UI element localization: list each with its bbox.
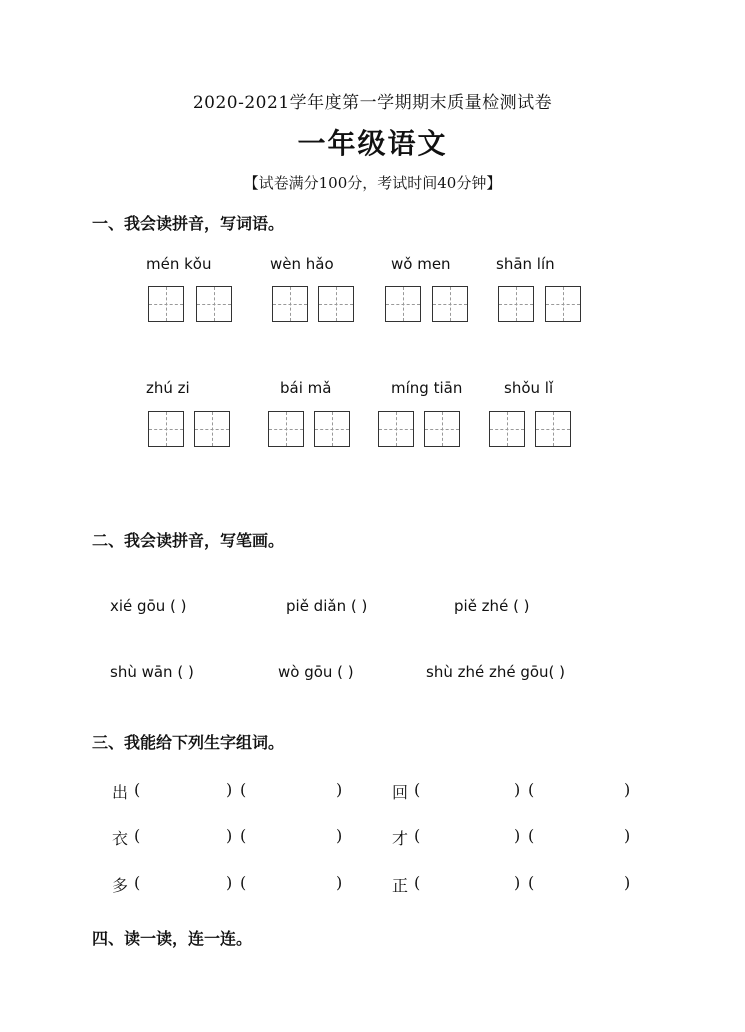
exam-notice: 【试卷满分100分，考试时间40分钟】 [243,174,502,192]
blank-open[interactable]: ( [134,826,141,845]
pinyin-label: wǒ men [391,255,451,273]
blank-open[interactable]: ( [528,780,535,799]
section-1-heading: 一、我会读拼音，写词语。 [92,214,285,233]
stroke-item[interactable]: piě diǎn ( ) [286,597,368,615]
writing-grid-box[interactable] [318,286,354,322]
writing-grid-box[interactable] [314,411,350,447]
writing-grid-box[interactable] [432,286,468,322]
writing-grid-box[interactable] [378,411,414,447]
pinyin-label: shān lín [496,255,555,273]
exam-title: 一年级语文 [297,127,448,160]
blank-open[interactable]: ( [240,780,247,799]
writing-grid-box[interactable] [148,411,184,447]
word-char: 回 [392,783,409,802]
blank-open[interactable]: ( [528,826,535,845]
blank-close[interactable]: ) [336,873,343,892]
writing-grid-box[interactable] [424,411,460,447]
blank-open[interactable]: ( [528,873,535,892]
pinyin-label: shǒu lǐ [504,379,554,397]
blank-close[interactable]: ) [514,780,521,799]
pinyin-label: zhú zi [146,379,190,397]
writing-grid-box[interactable] [148,286,184,322]
writing-grid-box[interactable] [268,411,304,447]
pinyin-label: wèn hǎo [270,255,334,273]
word-char: 才 [392,829,409,848]
blank-open[interactable]: ( [134,780,141,799]
blank-close[interactable]: ) [624,780,631,799]
word-char: 正 [392,876,409,895]
blank-close[interactable]: ) [624,873,631,892]
stroke-item[interactable]: wò gōu ( ) [278,663,354,681]
blank-open[interactable]: ( [414,873,421,892]
section-4-heading: 四、读一读，连一连。 [92,929,253,948]
section-2-heading: 二、我会读拼音，写笔画。 [92,531,285,550]
writing-grid-box[interactable] [498,286,534,322]
word-char: 衣 [112,829,129,848]
writing-grid-box[interactable] [535,411,571,447]
word-char: 出 [112,783,129,802]
blank-close[interactable]: ) [226,780,233,799]
blank-open[interactable]: ( [240,826,247,845]
writing-grid-box[interactable] [385,286,421,322]
stroke-item[interactable]: piě zhé ( ) [454,597,530,615]
blank-close[interactable]: ) [226,873,233,892]
stroke-item[interactable]: shù wān ( ) [110,663,194,681]
blank-open[interactable]: ( [414,826,421,845]
writing-grid-box[interactable] [194,411,230,447]
word-char: 多 [112,876,129,895]
exam-subtitle: 2020-2021学年度第一学期期末质量检测试卷 [192,93,553,113]
blank-close[interactable]: ) [226,826,233,845]
writing-grid-box[interactable] [489,411,525,447]
writing-grid-box[interactable] [272,286,308,322]
blank-open[interactable]: ( [134,873,141,892]
stroke-item[interactable]: shù zhé zhé gōu( ) [426,663,566,681]
blank-open[interactable]: ( [414,780,421,799]
blank-close[interactable]: ) [624,826,631,845]
blank-close[interactable]: ) [336,780,343,799]
pinyin-label: bái mǎ [280,379,332,397]
pinyin-label: míng tiān [391,379,463,397]
writing-grid-box[interactable] [196,286,232,322]
blank-open[interactable]: ( [240,873,247,892]
stroke-item[interactable]: xié gōu ( ) [110,597,187,615]
blank-close[interactable]: ) [514,826,521,845]
section-3-heading: 三、我能给下列生字组词。 [92,733,285,752]
blank-close[interactable]: ) [336,826,343,845]
blank-close[interactable]: ) [514,873,521,892]
writing-grid-box[interactable] [545,286,581,322]
pinyin-label: mén kǒu [146,255,212,273]
